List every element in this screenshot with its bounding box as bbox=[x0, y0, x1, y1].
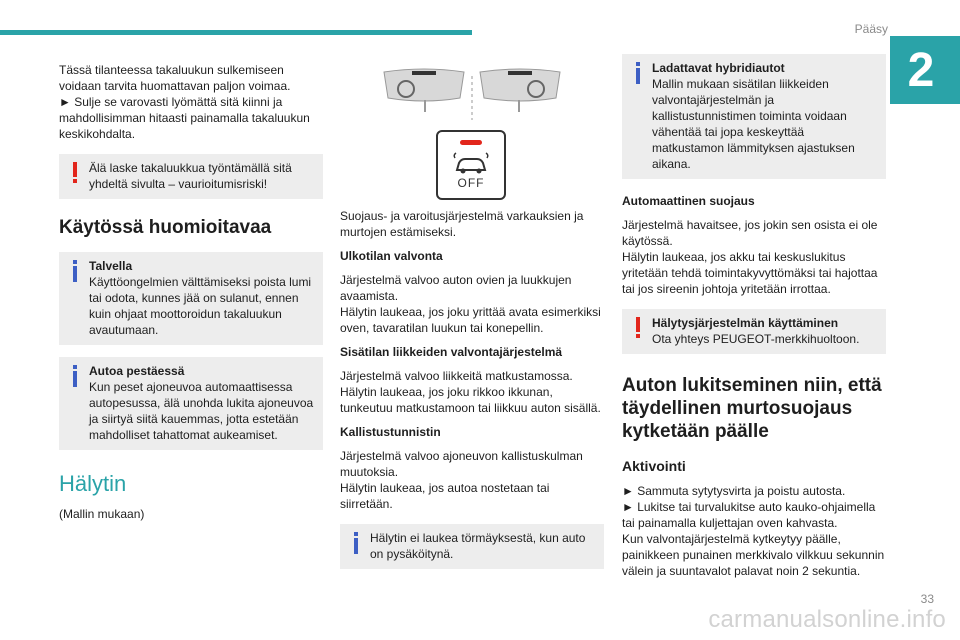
paragraph: Järjestelmä valvoo ajoneuvon kallistuskulman muutoksia. bbox=[340, 449, 583, 479]
column-2 bbox=[340, 62, 604, 569]
heading-exterior: Ulkotilan valvonta bbox=[340, 249, 443, 263]
heading-interior: Sisätilan liikkeiden valvontajärjestelmä bbox=[340, 345, 563, 359]
paragraph: Järjestelmä havaitsee, jos jokin sen osista ei ole käytössä. bbox=[622, 218, 878, 248]
instruction: ► Sulje se varovasti lyömättä sitä kiinni ja mahdollisimman hitaasti painamalla takaluukun keskikohdalta. bbox=[59, 95, 310, 141]
car-alarm-icon bbox=[451, 152, 491, 176]
paragraph: Hälytin laukeaa, jos akku tai keskuslukitus yritetään tehdä toimintakyvyttömäksi tai hajottaa tai jos sireenin johtoja yritetään irrottaa. bbox=[622, 250, 878, 296]
warning-icon bbox=[632, 317, 644, 339]
warning-title: Hälytysjärjestelmän käyttäminen bbox=[652, 316, 839, 330]
dashboard-icon bbox=[340, 62, 604, 122]
warning-box bbox=[59, 154, 323, 199]
warning-text: Ota yhteys PEUGEOT-merkkihuoltoon. bbox=[652, 332, 860, 346]
paragraph: Tässä tilanteessa takaluukun sulkemiseen voidaan tarvita huomattavan paljon voimaa. bbox=[59, 63, 291, 93]
heading-tilt: Kallistustunnistin bbox=[340, 425, 441, 439]
info-text: Hälytin ei laukea törmäyksestä, kun auto on pysäköitynä. bbox=[370, 531, 586, 561]
info-icon bbox=[69, 365, 81, 387]
indicator-light bbox=[460, 140, 482, 145]
info-text: Käyttöongelmien välttämiseksi poista lumi tai odota, kunnes jää on sulanut, ennen kuin ohjaat moottoroidun takaluukun avautumaan. bbox=[89, 275, 312, 337]
heading-auto-protection: Automaattinen suojaus bbox=[622, 194, 755, 208]
paragraph: Järjestelmä valvoo liikkeitä matkustamossa. bbox=[340, 369, 573, 383]
info-title: Talvella bbox=[89, 259, 133, 273]
info-box-collision bbox=[340, 524, 604, 569]
alarm-button-illustration bbox=[340, 62, 604, 202]
watermark: carmanualsonline.info bbox=[708, 606, 946, 633]
info-icon bbox=[350, 532, 362, 554]
instruction: ► Lukitse tai turvalukitse auto kauko-ohjaimella tai painamalla kuljettajan oven kahvasta. bbox=[622, 500, 876, 530]
instruction: ► Sammuta sytytysvirta ja poistu autosta. bbox=[622, 484, 846, 498]
paragraph: (Mallin mukaan) bbox=[59, 507, 145, 521]
paragraph: Kun valvontajärjestelmä kytkeytyy päälle, painikkeen punainen merkkivalo vilkkuu sekunnin välein ja suuntavalot palavat noin 2 sekuntia. bbox=[622, 532, 885, 578]
alarm-off-button bbox=[436, 130, 506, 200]
warning-text: Älä laske takaluukkua työntämällä sitä yhdeltä sivulta – vaurioitumisriski! bbox=[89, 161, 292, 191]
paragraph: Hälytin laukeaa, jos joku yrittää avata esimerkiksi oven, tavaratilan luukun tai konepellin. bbox=[340, 305, 601, 335]
paragraph: Hälytin laukeaa, jos autoa nostetaan tai siirretään. bbox=[340, 481, 550, 511]
info-box-hybrid bbox=[622, 54, 886, 179]
chapter-tab: 2 bbox=[890, 36, 960, 104]
column-3 bbox=[622, 62, 886, 579]
info-text: Kun peset ajoneuvoa automaattisessa autopesussa, älä unohda lukita ajoneuvoa ja siirtyä siitä kauemmas, jotta estetään mahdolliset tahattomat aukeamiset. bbox=[89, 380, 314, 442]
section-title: Pääsy bbox=[854, 22, 888, 36]
info-icon bbox=[69, 260, 81, 282]
page-number: 33 bbox=[920, 592, 934, 606]
warning-box bbox=[622, 309, 886, 354]
warning-icon bbox=[69, 162, 81, 184]
info-title: Ladattavat hybridiautot bbox=[652, 61, 785, 75]
info-box-carwash bbox=[59, 357, 323, 450]
heading-notes: Käytössä huomioitavaa bbox=[59, 217, 272, 238]
column-1 bbox=[59, 62, 323, 522]
heading-alarm: Hälytin bbox=[59, 471, 127, 496]
heading-activation: Aktivointi bbox=[622, 458, 686, 474]
top-accent-bar bbox=[0, 30, 472, 35]
info-text: Mallin mukaan sisätilan liikkeiden valvontajärjestelmän ja kallistustunnistimen toiminta voidaan vähentää tai jopa keskeyttää matkustamon lämmityksen ajastuksen aikana. bbox=[652, 77, 855, 171]
heading-locking: Auton lukitseminen niin, että täydellinen murtosuojaus kytketään päälle bbox=[622, 375, 882, 442]
off-label: OFF bbox=[457, 176, 485, 190]
paragraph: Suojaus- ja varoitusjärjestelmä varkauksien ja murtojen estämiseksi. bbox=[340, 209, 584, 239]
info-title: Autoa pestäessä bbox=[89, 364, 185, 378]
info-icon bbox=[632, 62, 644, 84]
info-box-winter bbox=[59, 252, 323, 345]
paragraph: Hälytin laukeaa, jos joku rikkoo ikkunan, tunkeutuu matkustamoon tai liikkuu auton sisällä. bbox=[340, 385, 601, 415]
paragraph: Järjestelmä valvoo auton ovien ja luukkujen avaamista. bbox=[340, 273, 572, 303]
